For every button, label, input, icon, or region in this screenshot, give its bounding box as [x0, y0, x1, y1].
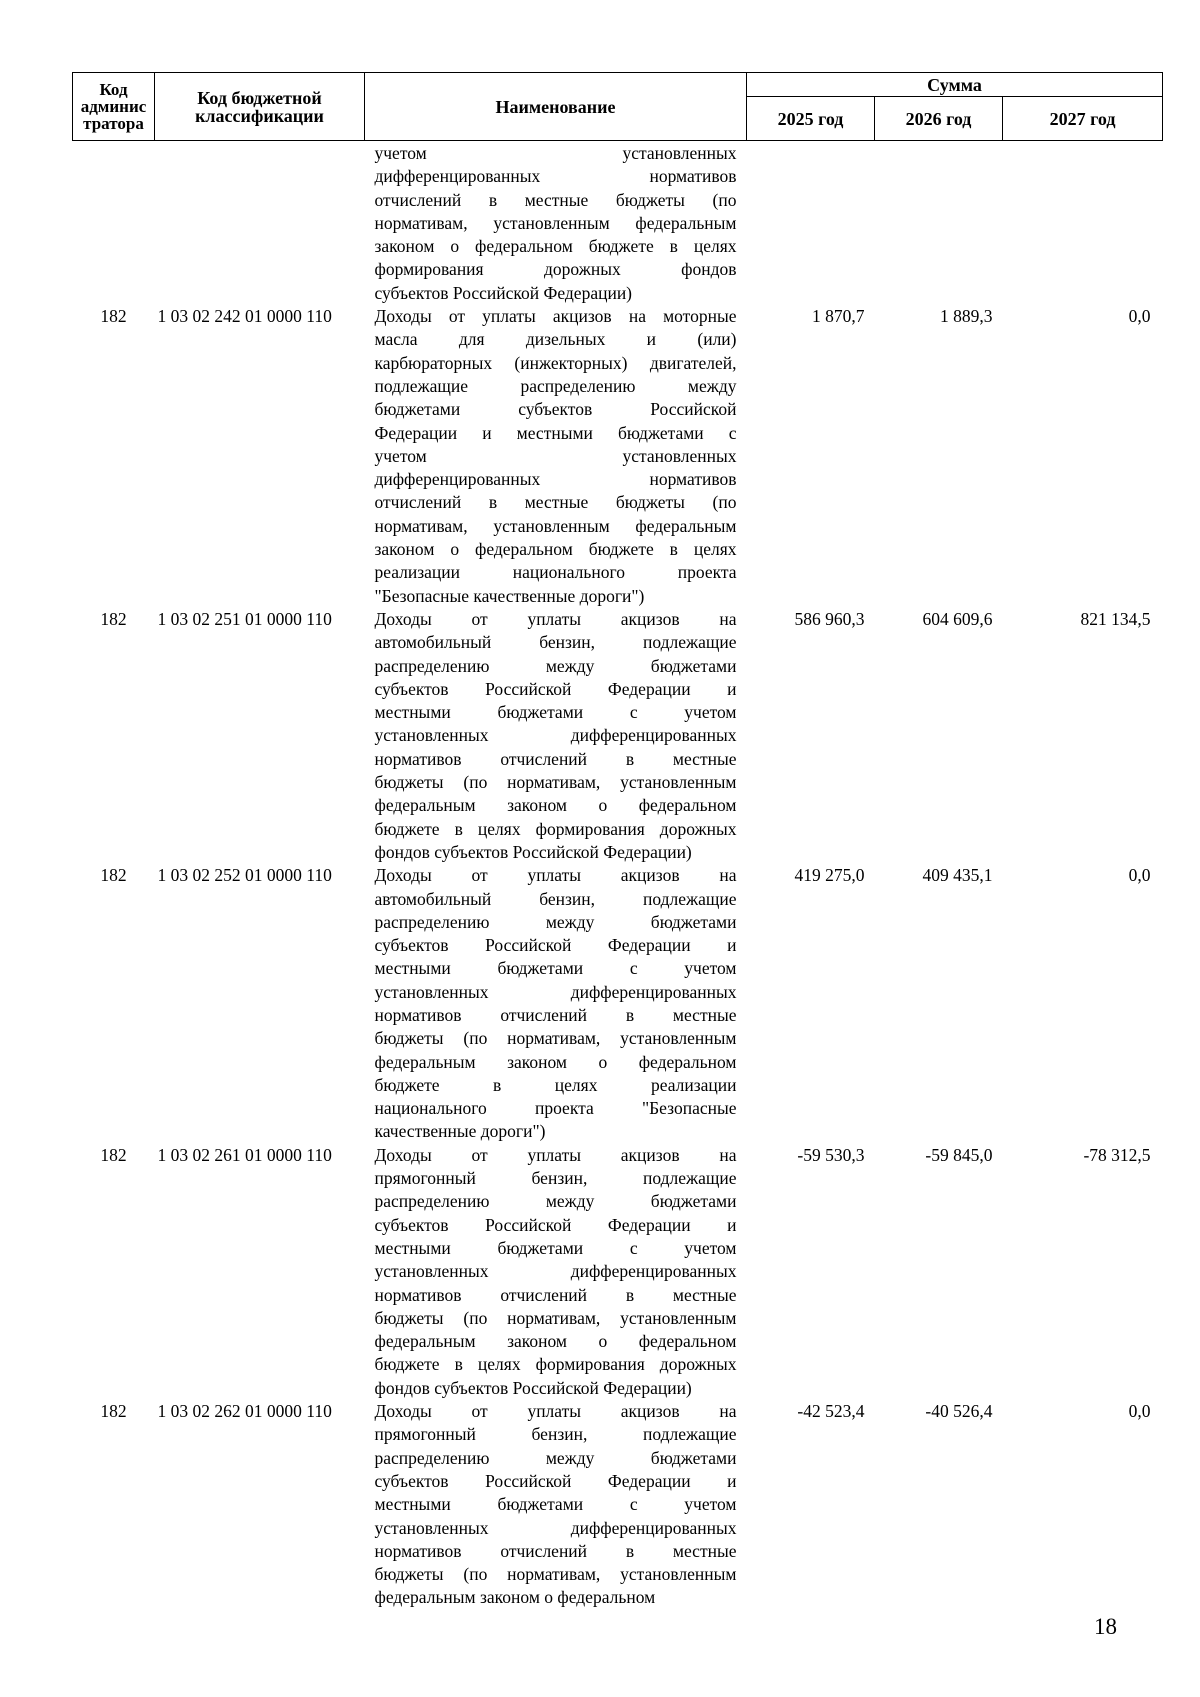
kbk-code-cell: 1 03 02 262 01 0000 110	[157, 1401, 332, 1422]
name-line: бюджете в целях формирования дорожных	[374, 818, 737, 839]
kbk-code-cell: 1 03 02 242 01 0000 110	[157, 306, 332, 327]
name-line: фондов субъектов Российской Федерации)	[374, 841, 692, 862]
name-line: национального проекта "Безопасные	[374, 1098, 737, 1119]
name-line: масла для дизельных и (или)	[374, 329, 737, 350]
amount-2026-cell: 409 435,1	[922, 865, 993, 886]
name-line: субъектов Российской Федерации и	[374, 935, 737, 956]
name-line: федеральным законом о федеральном	[374, 1587, 656, 1608]
table-row	[73, 141, 1163, 306]
name-line: Доходы от уплаты акцизов на	[374, 1401, 737, 1422]
revenue-name-cell	[365, 1400, 747, 1610]
header-admin-code: Код админис тратора	[73, 73, 155, 141]
amount-2026-cell: 1 889,3	[940, 306, 993, 327]
name-line: "Безопасные качественные дороги")	[374, 585, 645, 606]
header-year-2027: 2027 год	[1003, 97, 1163, 141]
name-line: распределению между бюджетами	[374, 1191, 737, 1212]
amount-2026-cell	[875, 141, 1003, 306]
admin-code-cell: 182	[100, 865, 127, 886]
name-line: автомобильный бензин, подлежащие	[374, 888, 737, 909]
name-line: качественные дороги")	[374, 1121, 546, 1142]
table-row	[73, 864, 1163, 1144]
name-line: подлежащие распределению между	[374, 375, 737, 396]
name-line: Доходы от уплаты акцизов на	[374, 608, 737, 629]
name-line: бюджетами субъектов Российской	[374, 399, 737, 420]
budget-table	[72, 72, 1163, 1610]
revenue-name-cell	[365, 305, 747, 608]
name-line: федеральным законом о федеральном	[374, 1331, 737, 1352]
name-line: бюджете в целях формирования дорожных	[374, 1354, 737, 1375]
kbk-code-cell	[155, 141, 365, 306]
name-line: субъектов Российской Федерации и	[374, 1214, 737, 1235]
name-line: нормативов отчислений в местные	[374, 1540, 737, 1561]
kbk-code-cell: 1 03 02 251 01 0000 110	[157, 608, 332, 629]
amount-2025-cell	[747, 141, 875, 306]
amount-2027-cell: 0,0	[1128, 1401, 1151, 1422]
name-line: распределению между бюджетами	[374, 911, 737, 932]
amount-2027-cell: 0,0	[1128, 306, 1151, 327]
name-line: бюджеты (по нормативам, установленным	[374, 1564, 737, 1585]
name-line: формирования дорожных фондов	[374, 259, 737, 280]
amount-2027-cell	[1003, 141, 1163, 306]
page-number: 18	[1094, 1614, 1117, 1639]
header-name: Наименование	[365, 73, 747, 141]
admin-code-cell: 182	[100, 1144, 127, 1165]
kbk-code-cell: 1 03 02 252 01 0000 110	[157, 865, 332, 886]
kbk-code-cell: 1 03 02 261 01 0000 110	[157, 1144, 332, 1165]
admin-code-cell: 182	[100, 306, 127, 327]
amount-2027-cell: 821 134,5	[1080, 608, 1151, 629]
amount-2027-cell: -78 312,5	[1083, 1144, 1151, 1165]
name-line: местными бюджетами с учетом	[374, 702, 737, 723]
amount-2026-cell: 604 609,6	[922, 608, 993, 629]
name-line: учетом установленных	[374, 445, 737, 466]
name-line: нормативов отчислений в местные	[374, 1284, 737, 1305]
header-year-2026: 2026 год	[875, 97, 1003, 141]
name-line: бюджеты (по нормативам, установленным	[374, 1307, 737, 1328]
header-sum: Сумма	[747, 73, 1163, 97]
name-line: субъектов Российской Федерации и	[374, 678, 737, 699]
header-kbk: Код бюджетной классификации	[155, 73, 365, 141]
name-line: бюджеты (по нормативам, установленным	[374, 772, 737, 793]
name-line: отчислений в местные бюджеты (по	[374, 189, 737, 210]
name-line: реализации национального проекта	[374, 562, 737, 583]
amount-2026-cell: -59 845,0	[925, 1144, 993, 1165]
table-row	[73, 1400, 1163, 1610]
name-line: нормативов отчислений в местные	[374, 748, 737, 769]
name-line: федеральным законом о федеральном	[374, 1051, 737, 1072]
name-line: установленных дифференцированных	[374, 981, 737, 1002]
name-line: нормативам, установленным федеральным	[374, 515, 737, 536]
name-line: учетом установленных	[374, 143, 737, 163]
admin-code-cell: 182	[100, 608, 127, 629]
name-line: субъектов Российской Федерации и	[374, 1470, 737, 1491]
name-line: установленных дифференцированных	[374, 1517, 737, 1538]
revenue-name-cell	[365, 1144, 747, 1400]
name-line: законом о федеральном бюджете в целях	[374, 539, 737, 560]
name-line: местными бюджетами с учетом	[374, 1237, 737, 1258]
name-line: нормативам, установленным федеральным	[374, 212, 737, 233]
admin-code-cell	[73, 141, 155, 306]
name-line: отчислений в местные бюджеты (по	[374, 492, 737, 513]
name-line: дифференцированных нормативов	[374, 469, 737, 490]
name-line: распределению между бюджетами	[374, 1447, 737, 1468]
name-line: Доходы от уплаты акцизов на моторные	[374, 306, 737, 327]
amount-2025-cell: 419 275,0	[794, 865, 865, 886]
name-line: Доходы от уплаты акцизов на	[374, 865, 737, 886]
table-row	[73, 1144, 1163, 1400]
revenue-name-cell	[365, 864, 747, 1144]
amount-2025-cell: 1 870,7	[812, 306, 865, 327]
name-line: дифференцированных нормативов	[374, 166, 737, 187]
name-line: местными бюджетами с учетом	[374, 1494, 737, 1515]
name-line: карбюраторных (инжекторных) двигателей,	[374, 352, 737, 373]
amount-2025-cell: -59 530,3	[797, 1144, 865, 1165]
table-row	[73, 305, 1163, 608]
revenue-name-cell	[365, 141, 747, 306]
table-header	[73, 73, 1163, 141]
table-body	[73, 141, 1163, 1610]
name-line: прямогонный бензин, подлежащие	[374, 1168, 737, 1189]
name-line: бюджеты (по нормативам, установленным	[374, 1028, 737, 1049]
name-line: нормативов отчислений в местные	[374, 1004, 737, 1025]
name-line: распределению между бюджетами	[374, 655, 737, 676]
name-line: законом о федеральном бюджете в целях	[374, 236, 737, 257]
table-row	[73, 608, 1163, 864]
name-line: Федерации и местными бюджетами с	[374, 422, 737, 443]
amount-2027-cell: 0,0	[1128, 865, 1151, 886]
amount-2025-cell: 586 960,3	[794, 608, 865, 629]
name-line: автомобильный бензин, подлежащие	[374, 632, 737, 653]
amount-2026-cell: -40 526,4	[925, 1401, 993, 1422]
name-line: Доходы от уплаты акцизов на	[374, 1144, 737, 1165]
amount-2025-cell: -42 523,4	[797, 1401, 865, 1422]
name-line: установленных дифференцированных	[374, 1261, 737, 1282]
admin-code-cell: 182	[100, 1401, 127, 1422]
revenue-name-cell	[365, 608, 747, 864]
name-line: установленных дифференцированных	[374, 725, 737, 746]
name-line: бюджете в целях реализации	[374, 1074, 737, 1095]
name-line: местными бюджетами с учетом	[374, 958, 737, 979]
name-line: прямогонный бензин, подлежащие	[374, 1424, 737, 1445]
name-line: фондов субъектов Российской Федерации)	[374, 1377, 692, 1398]
header-year-2025: 2025 год	[747, 97, 875, 141]
name-line: федеральным законом о федеральном	[374, 795, 737, 816]
name-line: субъектов Российской Федерации)	[374, 282, 633, 303]
